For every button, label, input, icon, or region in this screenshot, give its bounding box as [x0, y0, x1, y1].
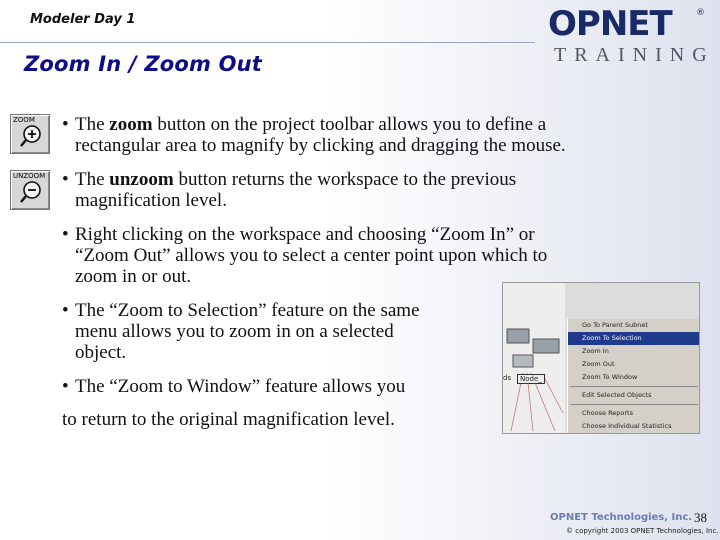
logo-registered-mark: ® — [696, 8, 705, 18]
menu-separator — [570, 404, 698, 405]
footer-copyright: © copyright 2003 OPNET Technologies, Inc. — [566, 527, 719, 535]
page-number: 38 — [694, 510, 707, 525]
menu-item[interactable]: Choose Reports — [582, 409, 633, 417]
workspace-canvas — [503, 283, 565, 433]
bullet-text: Right clicking on the workspace and choosing “Zoom In” or — [75, 224, 535, 245]
bullet-text: The “Zoom to Window” feature allows you — [75, 376, 406, 397]
bullet-unzoom — [62, 169, 662, 211]
logo-word: OPNET — [548, 4, 672, 44]
zoom-button-label: ZOOM — [13, 116, 35, 124]
slide-title: Zoom In / Zoom Out — [24, 52, 263, 76]
bullet-bold: zoom — [109, 114, 153, 135]
zoom-out-icon — [19, 180, 43, 204]
bullet-marker: • — [62, 300, 69, 321]
unzoom-button[interactable] — [10, 170, 50, 210]
menu-item[interactable]: Zoom Out — [582, 360, 615, 368]
header-rule — [0, 42, 535, 43]
zoom-button[interactable] — [10, 114, 50, 154]
bullet-continuation: zoom in or out. — [75, 266, 192, 287]
context-menu — [567, 319, 700, 433]
bullet-marker: • — [62, 114, 69, 135]
day-tag: Modeler Day 1 — [30, 12, 136, 27]
menu-item[interactable]: Edit Selected Objects — [582, 391, 652, 399]
bullet-continuation: to return to the original magnification level. — [62, 409, 395, 430]
bullet-text: button on the project toolbar allows you to define a — [152, 114, 547, 135]
canvas-label: ds — [503, 374, 512, 382]
bullet-text: button returns the workspace to the previous — [173, 169, 517, 190]
footer-company: OPNET Technologies, Inc. — [550, 512, 693, 523]
bullet-marker: • — [62, 224, 69, 245]
bullet-zoom — [62, 114, 662, 156]
bullet-text: The “Zoom to Selection” feature on the same — [75, 300, 420, 321]
zoom-in-icon — [19, 124, 43, 148]
bullet-right-click — [62, 224, 662, 287]
unzoom-button-label: UNZOOM — [13, 172, 46, 180]
canvas-label: Node_ — [517, 374, 545, 384]
bullet-continuation: rectangular area to magnify by clicking and dragging the mouse. — [75, 135, 566, 156]
context-menu-screenshot — [502, 282, 700, 434]
menu-item[interactable]: Zoom To Window — [582, 373, 638, 381]
bullet-bold: unzoom — [109, 169, 174, 190]
bullet-marker: • — [62, 376, 69, 397]
menu-separator — [570, 386, 698, 387]
bullet-marker: • — [62, 169, 69, 190]
bullet-continuation: menu allows you to zoom in on a selected — [75, 321, 394, 342]
opnet-training-logo — [548, 4, 715, 68]
menu-item[interactable]: Zoom In — [582, 347, 609, 355]
workspace-nodes-graphic — [503, 283, 565, 433]
bullet-continuation: magnification level. — [75, 190, 227, 211]
bullet-continuation: “Zoom Out” allows you to select a center point upon which to — [75, 245, 548, 266]
menu-item[interactable]: Choose Individual Statistics — [582, 422, 672, 430]
bullet-text: The — [75, 114, 110, 135]
logo-training: TRAINING — [554, 44, 715, 66]
bullet-continuation: object. — [75, 342, 127, 363]
menu-item-selected[interactable]: Zoom To Selection — [568, 332, 700, 345]
menu-item[interactable]: Go To Parent Subnet — [582, 321, 648, 329]
bullet-text: The — [75, 169, 110, 190]
